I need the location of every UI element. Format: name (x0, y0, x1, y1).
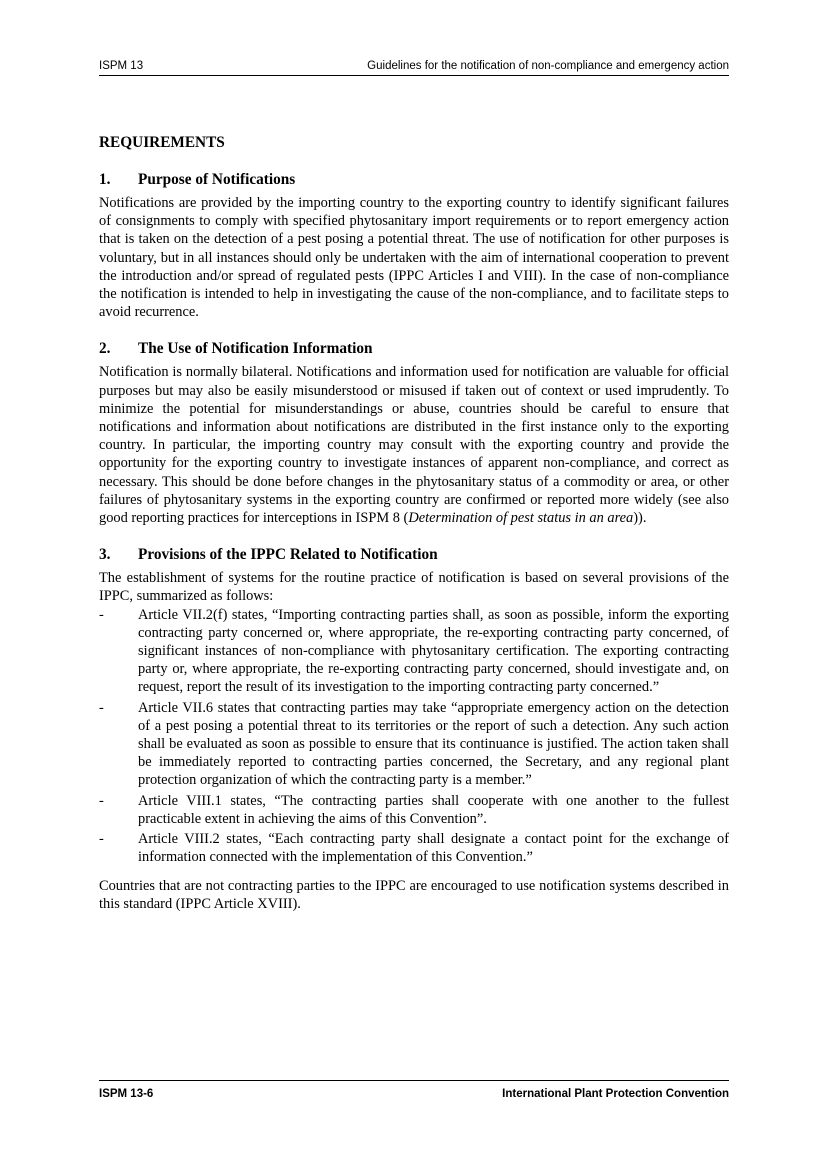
bullet-dash: - (99, 831, 104, 848)
list-item (99, 830, 729, 866)
bullet-dash: - (99, 699, 104, 716)
list-item (99, 699, 729, 790)
section-3-heading (99, 545, 729, 565)
section-2-paragraph (99, 363, 729, 527)
page-header (99, 58, 729, 76)
bullet-dash: - (99, 792, 104, 809)
header-standard-id: ISPM 13 (99, 60, 144, 72)
section-3-number: 3. (99, 546, 111, 564)
document-body (99, 133, 729, 913)
section-3-intro: The establishment of systems for the routine practice of notification is based on several provisions of the IPPC, summarized as follows: (99, 570, 729, 605)
list-item-text: Article VII.2(f) states, “Importing contracting parties shall, as soon as possible, inform the exporting contracting party concerned or, where appropriate, the re-exporting contracting party concerned, of significant instances of non-compliance with phytosanitary certification. The exporting contracting party or, where appropriate, the re-exporting contracting party concerned, should investigate and, on request, report the result of its investigation to the importing contracting party concerned.” (138, 606, 729, 696)
section-2-text: Notification is normally bilateral. Notifications and information used for notification are valuable for official purposes but may also be easily misunderstood or misused if taken out of context or used imprudently. To minimize the potential for misunderstandings or abuse, countries should be careful to ensure that notifications and information about notifications are distributed in the first instance only to the exporting country. In particular, the importing country may consult with the exporting country and provide the opportunity for the exporting country to investigate instances of apparent non-compliance, and correct as necessary. This should be done before changes in the phytosanitary status of a commodity or area, or other failures of phytosanitary systems in the exporting country are confirmed or reported more widely (see also good reporting practices for interceptions in ISPM 8 ( (99, 364, 729, 527)
list-item (99, 792, 729, 828)
section-2-text-end: )). (633, 510, 647, 527)
footer-organization: International Plant Protection Convention (502, 1088, 729, 1100)
ippc-provisions-list (99, 606, 729, 867)
section-3-title: Provisions of the IPPC Related to Notification (138, 546, 438, 564)
section-1-paragraph: Notifications are provided by the importing country to the exporting country to identify significant failures of consignments to comply with specified phytosanitary import requirements or to report emergency action that is taken on the detection of a pest posing a potential threat. The use of notification for other purposes is voluntary, but in all instances should only be undertaken with the aim of international cooperation to prevent the introduction and/or spread of regulated pests (IPPC Articles I and VIII). In the case of non-compliance the notification is intended to help in investigating the cause of the non-compliance, and to facilitate steps to avoid recurrence. (99, 195, 729, 321)
requirements-heading: REQUIREMENTS (99, 134, 225, 151)
section-2-heading (99, 339, 729, 359)
list-item-text: Article VIII.1 states, “The contracting parties shall cooperate with one another to the fullest practicable extent in achieving the aims of this Convention”. (138, 792, 729, 827)
section-1-title: Purpose of Notifications (138, 171, 296, 188)
list-item-text: Article VII.6 states that contracting parties may take “appropriate emergency action on the detection of a pest posing a potential threat to its territories or the report of such a detection. Any such action shall be evaluated as soon as possible to ensure that its continuance is justified. The action taken shall be immediately reported to contracting parties concerned, the Secretary, and any regional plant protection organization of which the contracting party is a member.” (138, 699, 729, 789)
footer-page-number: ISPM 13-6 (99, 1088, 154, 1100)
list-item (99, 606, 729, 697)
section-2-title: The Use of Notification Information (138, 340, 373, 358)
page-footer (99, 1080, 729, 1103)
header-document-title: Guidelines for the notification of non-compliance and emergency action (367, 60, 729, 72)
section-1-number: 1. (99, 171, 111, 188)
section-2-number: 2. (99, 340, 111, 358)
ispm8-title-italic: Determination of pest status in an area (408, 510, 634, 527)
list-item-text: Article VIII.2 states, “Each contracting party shall designate a contact point for the exchange of information connected with the implementation of this Convention.” (138, 831, 729, 866)
section-3-closing: Countries that are not contracting parties to the IPPC are encouraged to use notification systems described in this standard (IPPC Article XVIII). (99, 877, 729, 912)
section-1-heading (99, 170, 729, 190)
bullet-dash: - (99, 606, 104, 623)
